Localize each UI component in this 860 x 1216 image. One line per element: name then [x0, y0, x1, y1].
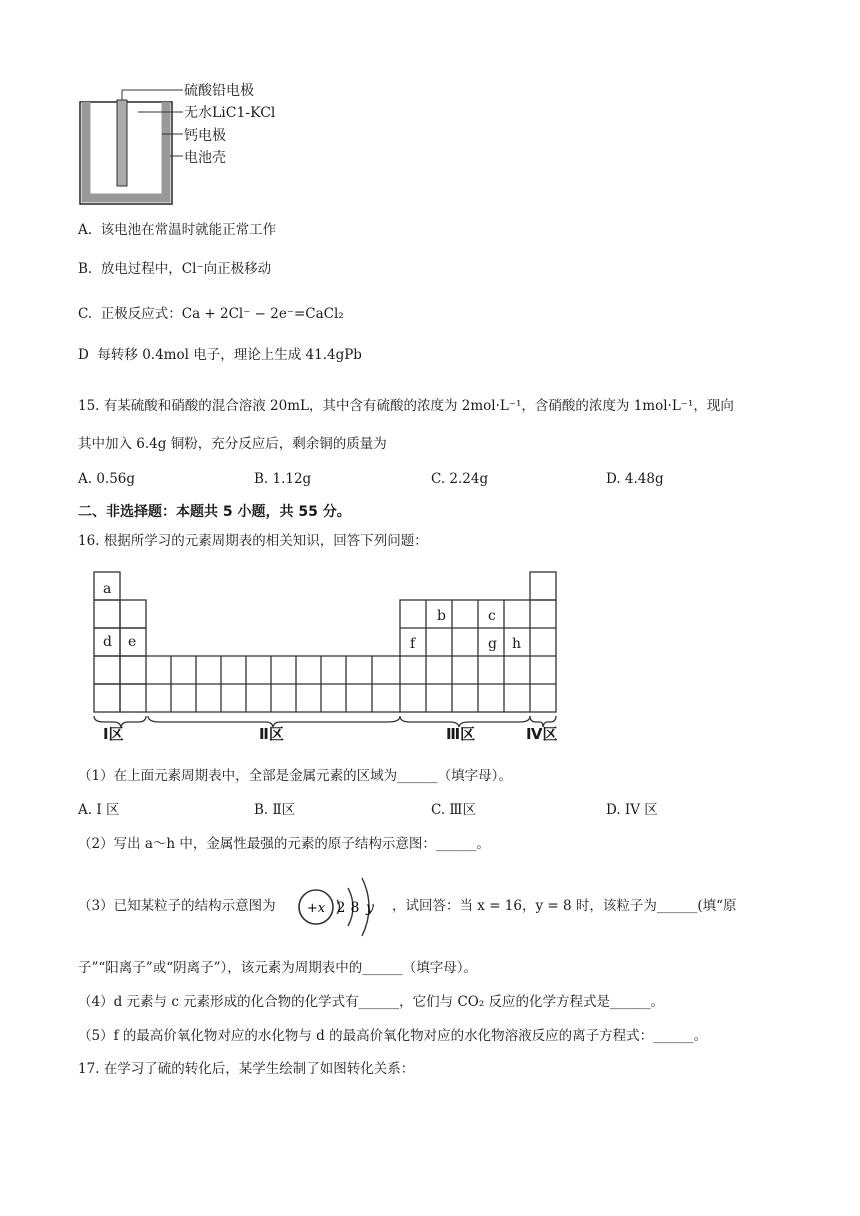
battery-label-electrode: 硫酸铅电极	[184, 83, 254, 99]
q16-part1-option-c: C. Ⅲ区	[431, 802, 476, 818]
q16-part1-option-d: D. IV 区	[606, 802, 658, 818]
q16-part2: （2）写出 a～h 中，金属性最强的元素的原子结构示意图：______。	[78, 836, 490, 852]
q15-stem-line1: 15. 有某硫酸和硝酸的混合溶液 20mL，其中含有硫酸的浓度为 2mol·L⁻¹，含硝酸的浓度为 1mol·L⁻¹，现向	[78, 398, 734, 414]
q15-stem-line2: 其中加入 6.4g 铜粉，充分反应后，剩余铜的质量为	[78, 436, 387, 452]
q16-part1-option-b: B. Ⅱ区	[254, 802, 296, 818]
q15-option-a: A. 0.56g	[78, 471, 136, 487]
table-letter-c: c	[488, 608, 496, 624]
q16-part3-question: ，试回答：当 x = 16，y = 8 时，该粒子为______(填“原	[392, 898, 737, 914]
table-letter-d: d	[103, 634, 112, 650]
q15-option-c: C. 2.24g	[431, 471, 489, 487]
table-letter-a: a	[103, 581, 112, 597]
table-letter-e: e	[128, 634, 137, 650]
atom-shell-2: 8	[350, 900, 360, 916]
q16-stem: 16. 根据所学习的元素周期表的相关知识，回答下列问题：	[78, 533, 428, 549]
zone-label-2: Ⅱ区	[259, 725, 284, 743]
atom-shell-3: y	[366, 900, 374, 916]
q14-option-a: A. 该电池在常温时就能正常工作	[78, 222, 277, 238]
zone-label-3: Ⅲ区	[446, 725, 476, 743]
battery-label-ca: 钙电极	[184, 128, 226, 144]
zone-label-4: Ⅳ区	[526, 725, 558, 743]
q16-part3-lead: （3）已知某粒子的结构示意图为	[78, 898, 276, 914]
section-heading: 二、非选择题：本题共 5 小题，共 55 分。	[78, 504, 351, 520]
zone-label-1: Ⅰ区	[103, 725, 124, 743]
q16-part1: （1）在上面元素周期表中，全部是金属元素的区域为______（填字母）。	[78, 768, 512, 784]
periodic-table	[90, 570, 570, 750]
q16-part5: （5）f 的最高价氧化物对应的水化物与 d 的最高价氧化物对应的水化物溶液反应的离子方程式：______。	[78, 1028, 708, 1044]
q16-part4: （4）d 元素与 c 元素形成的化合物的化学式有______，它们与 CO₂ 反应的化学方程式是______。	[78, 994, 665, 1010]
table-letter-b: b	[437, 608, 446, 624]
q14-option-b: B. 放电过程中，Cl⁻向正极移动	[78, 261, 272, 277]
table-letter-h: h	[512, 636, 522, 652]
q16-part3-cont: 子”“阳离子”或“阴离子”），该元素为周期表中的______（填字母）。	[78, 960, 478, 976]
table-letter-g: g	[488, 636, 497, 652]
q14-option-c: C. 正极反应式：Ca + 2Cl⁻ − 2e⁻=CaCl₂	[78, 306, 344, 322]
atom-shell-1: 2	[336, 900, 346, 916]
atom-nucleus-label: +x	[306, 901, 326, 916]
battery-label-shell: 电池壳	[184, 150, 226, 166]
atom-structure-diagram	[296, 872, 386, 942]
table-letter-f: f	[410, 636, 416, 652]
battery-diagram	[78, 80, 198, 210]
q14-option-d: D 每转移 0.4mol 电子，理论上生成 41.4gPb	[78, 347, 362, 363]
q16-part1-option-a: A. I 区	[78, 802, 120, 818]
q15-option-b: B. 1.12g	[254, 471, 312, 487]
battery-label-electrolyte: 无水LiC1-KCl	[184, 105, 276, 121]
q17-stem: 17. 在学习了硫的转化后，某学生绘制了如图转化关系：	[78, 1061, 415, 1077]
q15-option-d: D. 4.48g	[606, 471, 664, 487]
